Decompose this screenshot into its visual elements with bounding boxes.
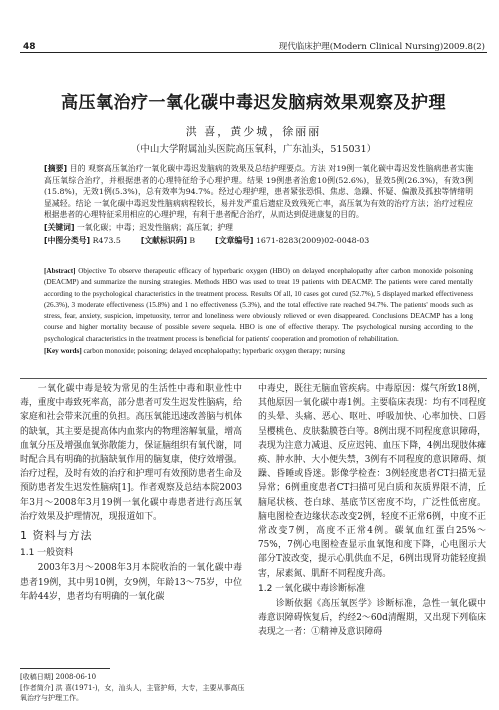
intro-paragraph: 一氧化碳中毒是较为常见的生活性中毒和职业性中毒，重度中毒致死率高，部分患者可发生迟发性脑病，给家庭和社会带来沉重的负担。高压氧能迅速改善脑与机体的缺氧，其主要是提高体内血浆内的物理溶解氧量，增高血氧分压及增强血氧弥散能力，保证脑组织有氧代谢，同时配合具有明确的抗脑缺氧作用的脑复康，使疗效增强。治疗过程，及时有效的治疗和护理可有效预防患者生命及预防患者发生迟发性脑病[1]。作者观察及总结本院2003年3月～2008年3月19例一氧化碳中毒患者进行高压氧治疗效果及护理情况，现报道如下。 (20, 384, 242, 522)
journal-name: 现代临床护理(Modern Clinical Nursing)2009.8(2) (278, 42, 485, 52)
diagnosis-paragraph: 诊断依据《高压氧医学》诊断标准，急性一氧化碳中毒意识障碍恢复后，约经2～60d清醒期，又出现下列临床表现之一者：①精神及意识障碍 (258, 599, 486, 638)
article-no-label: [文章编号] (215, 235, 254, 245)
doc-code-label: [文献标识码] (140, 235, 187, 245)
author-bio: [作者简介] 洪 喜(1971-)，女，汕头人，主管护师，大专，主要从事高压氧治疗与护理工作。 (20, 683, 245, 702)
page-number: 48 (23, 42, 36, 52)
english-keywords-label: [Key words] (44, 347, 82, 356)
chinese-abstract (44, 163, 473, 246)
abstract-separator (20, 378, 487, 379)
keywords-en (44, 346, 473, 357)
keywords-label: [关键词] (44, 222, 75, 232)
body-column-right (258, 382, 486, 640)
clc-value: R473.5 (92, 235, 121, 245)
keywords-text: 一氧化碳；中毒；迟发性脑病；高压氧；护理 (77, 222, 233, 232)
received-date: [收稿日期] 2008-06-10 (20, 673, 97, 681)
abstract-label: [摘要] (44, 164, 68, 173)
general-data-paragraph: 2003年3月～2008年3月本院收治的一氧化碳中毒患者19例，其中男10例，女9例，年龄13～75岁，中位年龄44岁，患者均有明确的一氧化碳 (20, 563, 242, 602)
footnote-rule (20, 668, 110, 669)
author-list: 洪 喜，黄少城，徐丽丽 (185, 125, 322, 138)
footnote (20, 672, 246, 704)
abstract-text: 目的 观察高压氧治疗一氧化碳中毒迟发脑病的效果及总结护理要点。方法 对19例一氧化碳中毒迟发性脑病患者实施高压氧综合治疗，并根据患者的心理特征给予心理护理。结果 19例患者治愈10例(52.6%)，显效5例(26.3%)，有效3例(15.8%)，无效1例(5.3%)，总有效率为94.7%。经过心理护理，患者紧张恐惧、焦虑、急躁、怀疑、偏激及孤独等情绪明显减轻。结论 一氧化碳中毒迟发性脑病病程较长，易并发严重后遗症及致残死亡率，高压氧为有效的治疗方法；治疗过程应根据患者的心理特征采用相应的心理护理，有利于患者配合治疗，从而达到促进康复的目的。 (44, 164, 473, 220)
clc-label: [中图分类号] (44, 235, 91, 245)
article-no-value: 1671-8283(2009)02-0048-03 (255, 235, 370, 245)
section-heading: 1 资料与方法 (20, 529, 93, 543)
keywords-cn (44, 222, 473, 234)
classification-line (44, 235, 473, 247)
subsection-heading: 1.1 一般资料 (20, 548, 74, 559)
running-header (23, 38, 485, 52)
doc-code-value: B (189, 235, 196, 245)
header-rule (20, 52, 487, 53)
article-title: 高压氧治疗一氧化碳中毒迟发脑病效果观察及护理 (61, 93, 446, 113)
clinical-paragraph: 中毒史，既往无脑血管疾病。中毒原因：煤气所致18例，其他原因一氧化碳中毒1例。主要临床表现：均有不同程度的头晕、头痛、恶心、呕吐、呼吸加快、心率加快、口唇呈樱桃色、皮肤黏膜苍白等。8例出现不同程度意识障碍，表现为注意力减退、反应迟钝、血压下降，4例出现肢体瘫痪、肿水肿、大小便失禁，3例有不同程度的意识障碍、烦躁、昏睡或昏迷。影像学检查：3例轻度患者CT扫描无显异常；6例重度患者CT扫描可见白质和灰质界限不清，丘脑尾状核、苍白球、基底节区密度不均，广泛性低密度。脑电图检查边缘状态改变2例，轻度不正常6例，中度不正常改变7例，高度不正常4例。碳氧血红蛋白25%～75%，7例心电图检查显示血氧饱和度下降，心电图示大部分T波改变，提示心肌供血不足，6例出现肾功能轻度损害，尿素氮、肌酐不同程度升高。 (258, 384, 486, 579)
english-keywords-text: carbon monoxide; poisoning; delayed encephalopathy; hyperbaric oxygen therapy; nursing (83, 347, 346, 356)
body-column-left (20, 382, 242, 604)
subsection-heading-2: 1.2 一氧化碳中毒诊断标准 (258, 583, 366, 594)
affiliation: （中山大学附属汕头医院高压氧科，广东汕头，515031） (130, 144, 377, 155)
english-abstract-text: Objective To observe therapeutic efficacy of hyperbaric oxygen (HBO) on delayed encephalopathy after carbon monoxide poisoning (DEACMP) and summarize the nursing strategies. Methods HBO was used to treat 19 patients with DEACMP. The patients were cared mentally according to the psychological characteristics in the treatment process. Results Of all, 10 cases got cured (52.7%), 5 displayed marked effectiveness (26.3%), 3 moderate effectiveness (15.8%) and 1 no effectiveness (5.3%), and the total effective rate reached 94.7%. The patients' moods such as stress, fear, anxiety, suspicion, impetuosity, terror and loneliness were obviously relieved or even disappeared. Conclusions DEACMP has a long course and higher mortality because of possible severe sequela. HBO is one of effective therapy. The psychological nursing according to the psychological characteristics in the treatment process is beneficial for patients' cooperation and promotion of rehabilitation. (44, 267, 474, 343)
english-abstract-label: [Abstract] (44, 267, 76, 275)
english-abstract (44, 266, 473, 357)
